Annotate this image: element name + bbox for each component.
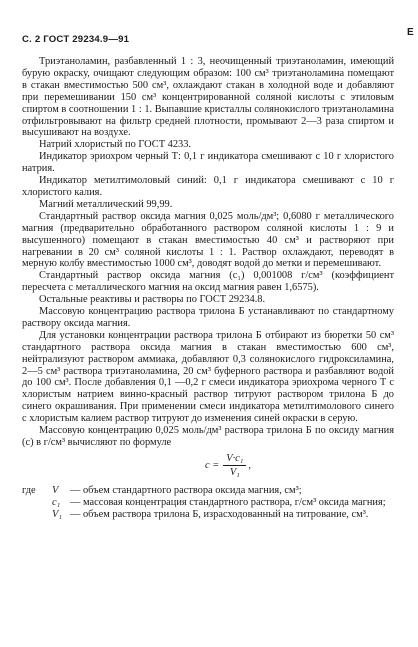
legend-desc-v1: — объем раствора трилона Б, израсходованный на титрование, см³. [70,508,369,520]
formula-numerator: V·c₁ [223,453,246,467]
paragraph-standard-solution: Стандартный раствор оксида магния 0,025 моль/дм³; 0,6080 г металлического магния (предварительно обработанного раствором соляной кислоты 1 : 9 и высушенного) помещают в стакан вместимостью 40 см³ и растворяют при нагревании в 20 см³ соляной кислоты 1 : 1. Раствор охлаждают, переводят в мерную колбу вместимостью 1000 см³, доводят водой до метки и перемешивают. [22,210,394,270]
legend-intro: где [22,484,36,496]
document-body [22,56,394,521]
legend-symbol-v: V [52,484,59,496]
legend-symbol-c1: c₁ [52,496,61,508]
margin-mark: Е [407,27,414,38]
paragraph-triethanolamine: Триэтаноламин, разбавленный 1 : 3, неочищенный триэтаноламин, имеющий бурую окраску, очищают следующим образом: 100 см³ триэтаноламина помещают в стакан вместимостью 500 см³, охлаждают стакан в холодной воде и добавляют при перемешивании 150 см³ концентрированной соляной кислоты с этиловым спиртом в соотношении 1 : 1. Выпавшие кристаллы солянокислого триэтаноламина отфильтровывают на фильтр средней плотности, промывают 2—3 раза спиртом и высушивают на воздухе. [22,56,394,139]
paragraph-sodium-chloride: Натрий хлористый по ГОСТ 4233. [39,139,192,151]
page-header: С. 2 ГОСТ 29234.9—91 [22,34,130,45]
formula-fraction [223,453,246,480]
legend-desc-c1: — массовая концентрация стандартного раствора, г/см³ оксида магния; [70,496,386,508]
paragraph-eriochrome-indicator: Индикатор эриохром черный Т: 0,1 г индикатора смешивают с 10 г хлористого натрия. [22,151,394,175]
paragraph-other-reagents: Остальные реактивы и растворы по ГОСТ 29234.8. [39,294,266,306]
paragraph-methylthymol-indicator: Индикатор метилтимоловый синий: 0,1 г индикатора смешивают с 10 г хлористого калия. [22,175,394,198]
paragraph-standard-solution-c1: Стандартный раствор оксида магния (c₁) 0,001008 г/см³ (коэффициент пересчета с металлического магния на оксид магния равен 1,6575). [22,270,394,294]
legend-symbol-v1: V₁ [52,508,62,520]
formula-lhs: c = [204,459,220,471]
formula-tail: , [248,459,251,471]
paragraph-magnesium-metal: Магний металлический 99,99. [39,198,173,210]
paragraph-formula-intro: Массовую концентрацию 0,025 моль/дм³ раствора трилона Б по оксиду магния (c) в г/см³ вычисляют по формуле [22,425,394,448]
formula-legend [22,485,394,521]
legend-desc-v: — объем стандартного раствора оксида магния, см³; [70,484,302,496]
formula [62,449,394,483]
paragraph-mass-concentration: Массовую концентрацию раствора трилона Б устанавливают по стандартному раствору оксида магния. [22,306,394,329]
formula-denominator: V₁ [229,467,240,479]
paragraph-titration-procedure: Для установки концентрации раствора трилона Б отбирают из бюретки 50 см³ стандартного раствора оксида магния в стакан вместимостью 600 см³, нейтрализуют раствором аммиака, добавляют 0,3 солянокислого гидроксиламина, 2—5 см³ раствора триэтаноламина, 20 см³ буферного раствора и разбавляют водой до 100 см³. После добавления 0,1 —0,2 г смеси индикатора эриохрома черного Т с хлористым натрием винно-красный раствор титруют раствором трилона Б до синего окрашивания. При применении смеси индикатора метилтимолового синего с хлористым калием раствор титруют до изменения синей окраски в серую. [22,329,394,425]
